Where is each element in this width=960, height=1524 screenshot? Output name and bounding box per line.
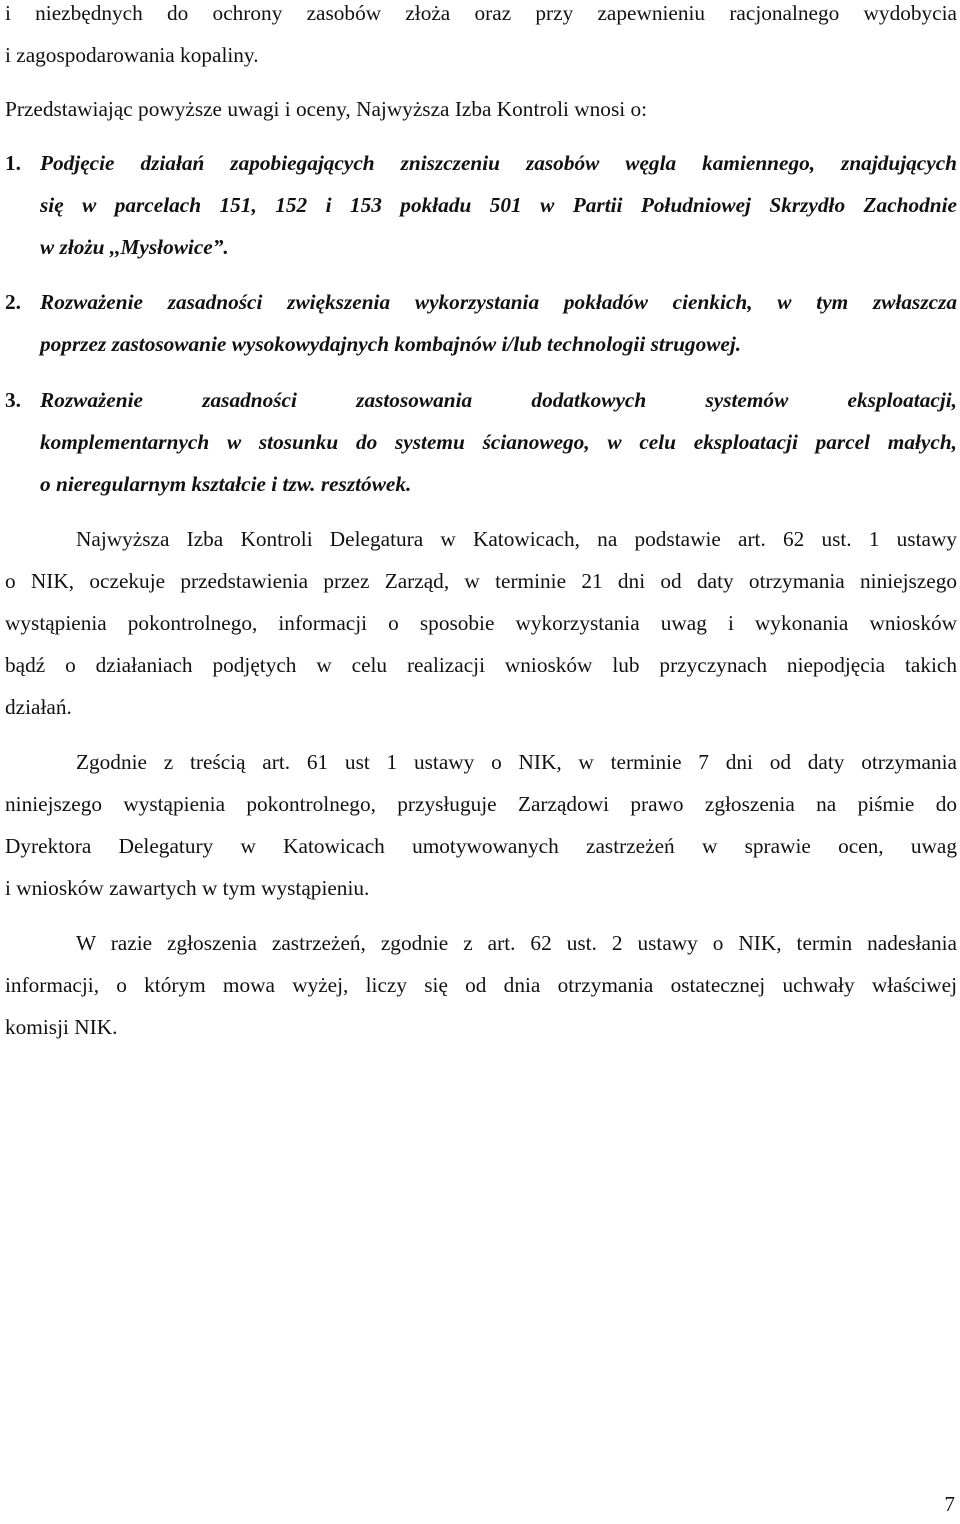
paragraph-line: wystąpienia pokontrolnego, informacji o sposobie wykorzystania uwag i wykonania wniosków bbox=[5, 611, 957, 635]
recommendation-1 bbox=[5, 142, 957, 268]
recommendation-line: w złożu ,,Mysłowice”. bbox=[40, 235, 229, 259]
recommendation-line: 1. Podjęcie działań zapobiegających zniszczeniu zasobów węgla kamiennego, znajdujących bbox=[5, 142, 957, 184]
lead-line: Przedstawiając powyższe uwagi i oceny, Najwyższa Izba Kontroli wnosi o: bbox=[5, 97, 648, 121]
recommendation-line: 2. Rozważenie zasadności zwiększenia wykorzystania pokładów cienkich, w tym zwłaszcza bbox=[5, 281, 957, 323]
page-number: 7 bbox=[944, 1492, 955, 1516]
text-line: i niezbędnych do ochrony zasobów złoża oraz przy zapewnieniu racjonalnego wydobycia bbox=[5, 1, 957, 25]
recommendation-line: się w parcelach 151, 152 i 153 pokładu 501 w Partii Południowej Skrzydło Zachodnie bbox=[40, 193, 957, 217]
lead-text bbox=[5, 88, 957, 130]
paragraph-line: Najwyższa Izba Kontroli Delegatura w Katowicach, na podstawie art. 62 ust. 1 ustawy bbox=[76, 527, 957, 551]
paragraph-line: i wniosków zawartych w tym wystąpieniu. bbox=[5, 876, 370, 900]
paragraph-line: o NIK, oczekuje przedstawienia przez Zarząd, w terminie 21 dni od daty otrzymania niniejszego bbox=[5, 569, 957, 593]
recommendation-line: o nieregularnym kształcie i tzw. resztówek. bbox=[40, 472, 412, 496]
paragraph-objections bbox=[5, 741, 957, 909]
recommendation-line: komplementarnych w stosunku do systemu ścianowego, w celu eksploatacji parcel małych, bbox=[40, 430, 957, 454]
paragraph-line: W razie zgłoszenia zastrzeżeń, zgodnie z art. 62 ust. 2 ustawy o NIK, termin nadesłania bbox=[76, 931, 957, 955]
paragraph-line: Dyrektora Delegatury w Katowicach umotywowanych zastrzeżeń w sprawie ocen, uwag bbox=[5, 834, 957, 858]
paragraph-line: działań. bbox=[5, 695, 72, 719]
recommendation-3 bbox=[5, 379, 957, 505]
paragraph-line: informacji, o którym mowa wyżej, liczy się od dnia otrzymania ostatecznej uchwały właściwej bbox=[5, 973, 957, 997]
paragraph-line: bądź o działaniach podjętych w celu realizacji wniosków lub przyczynach niepodjęcia takich bbox=[5, 653, 957, 677]
intro-text bbox=[5, 0, 957, 76]
paragraph-line: komisji NIK. bbox=[5, 1015, 118, 1039]
paragraph-deadline bbox=[5, 922, 957, 1048]
recommendation-number: 2. bbox=[5, 290, 21, 314]
paragraph-response bbox=[5, 518, 957, 728]
paragraph-line: niniejszego wystąpienia pokontrolnego, przysługuje Zarządowi prawo zgłoszenia na piśmie do bbox=[5, 792, 957, 816]
recommendation-line: 3. Rozważenie zasadności zastosowania dodatkowych systemów eksploatacji, bbox=[5, 379, 957, 421]
recommendation-number: 3. bbox=[5, 388, 21, 412]
recommendation-number: 1. bbox=[5, 151, 21, 175]
recommendation-2 bbox=[5, 281, 957, 365]
paragraph-line: Zgodnie z treścią art. 61 ust 1 ustawy o NIK, w terminie 7 dni od daty otrzymania bbox=[76, 750, 957, 774]
recommendation-line: poprzez zastosowanie wysokowydajnych kombajnów i/lub technologii strugowej. bbox=[40, 332, 742, 356]
text-line: i zagospodarowania kopaliny. bbox=[5, 43, 259, 67]
